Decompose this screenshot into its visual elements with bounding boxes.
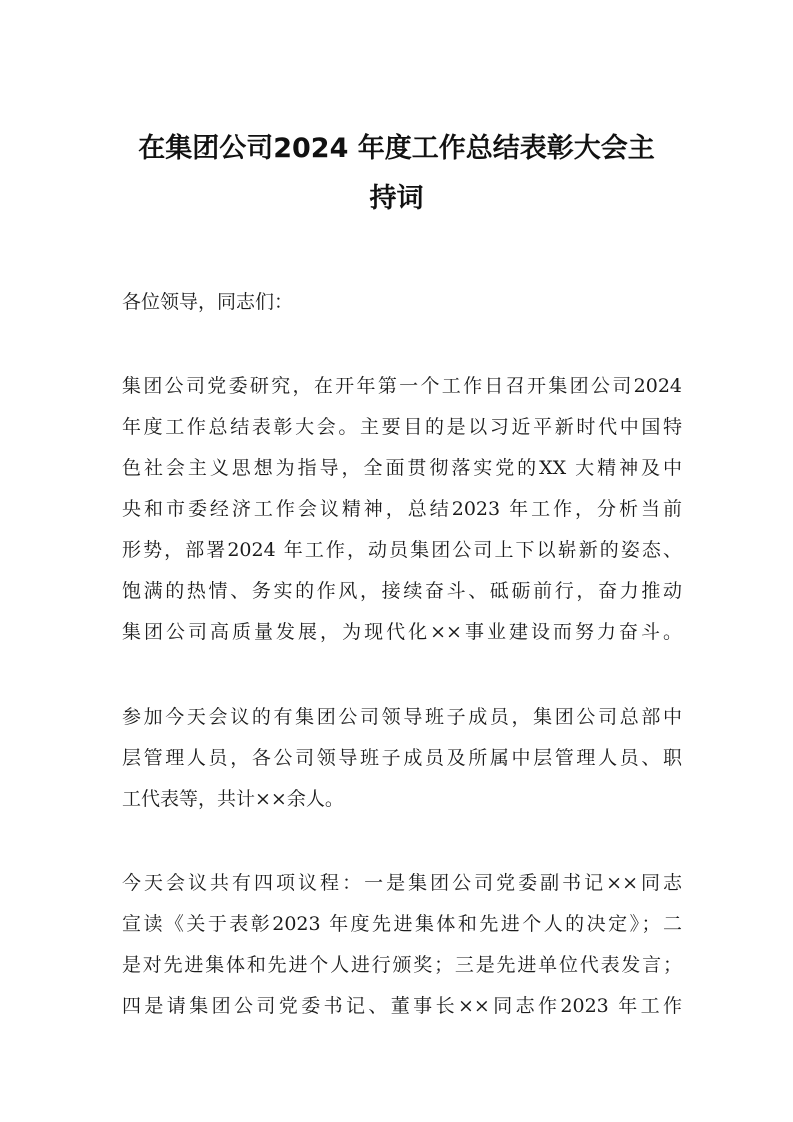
document-title-line-2: 持词 xyxy=(369,183,424,214)
paragraph-1-line: 饱满的热情、务实的作风，接续奋斗、砥砺前行，奋力推动 xyxy=(122,580,682,602)
paragraph-1-line: 集团公司高质量发展，为现代化××事业建设而努力奋斗。 xyxy=(122,621,682,643)
paragraph-3-line: 今天会议共有四项议程：一是集团公司党委副书记××同志 xyxy=(122,872,682,894)
salutation: 各位领导，同志们： xyxy=(122,291,294,313)
paragraph-1-line: 年度工作总结表彰大会。主要目的是以习近平新时代中国特 xyxy=(122,416,682,438)
paragraph-1-line: 色社会主义思想为指导，全面贯彻落实党的XX 大精神及中 xyxy=(122,457,682,479)
paragraph-3-line: 是对先进集体和先进个人进行颁奖；三是先进单位代表发言； xyxy=(122,954,682,976)
paragraph-1-line: 形势，部署2024 年工作，动员集团公司上下以崭新的姿态、 xyxy=(122,539,682,561)
paragraph-1-line: 央和市委经济工作会议精神，总结2023 年工作，分析当前 xyxy=(122,498,682,520)
paragraph-1-line: 集团公司党委研究，在开年第一个工作日召开集团公司2024 xyxy=(122,375,682,397)
paragraph-3-line: 宣读《关于表彰2023 年度先进集体和先进个人的决定》；二 xyxy=(122,913,682,935)
paragraph-2-line: 工代表等，共计××余人。 xyxy=(122,788,344,810)
paragraph-3-line: 四是请集团公司党委书记、董事长××同志作2023 年工作 xyxy=(122,995,682,1017)
paragraph-2-line: 参加今天会议的有集团公司领导班子成员，集团公司总部中 xyxy=(122,706,682,728)
paragraph-2-line: 层管理人员，各公司领导班子成员及所属中层管理人员、职 xyxy=(122,747,682,769)
document-title-line-1: 在集团公司2024 年度工作总结表彰大会主 xyxy=(138,133,655,164)
